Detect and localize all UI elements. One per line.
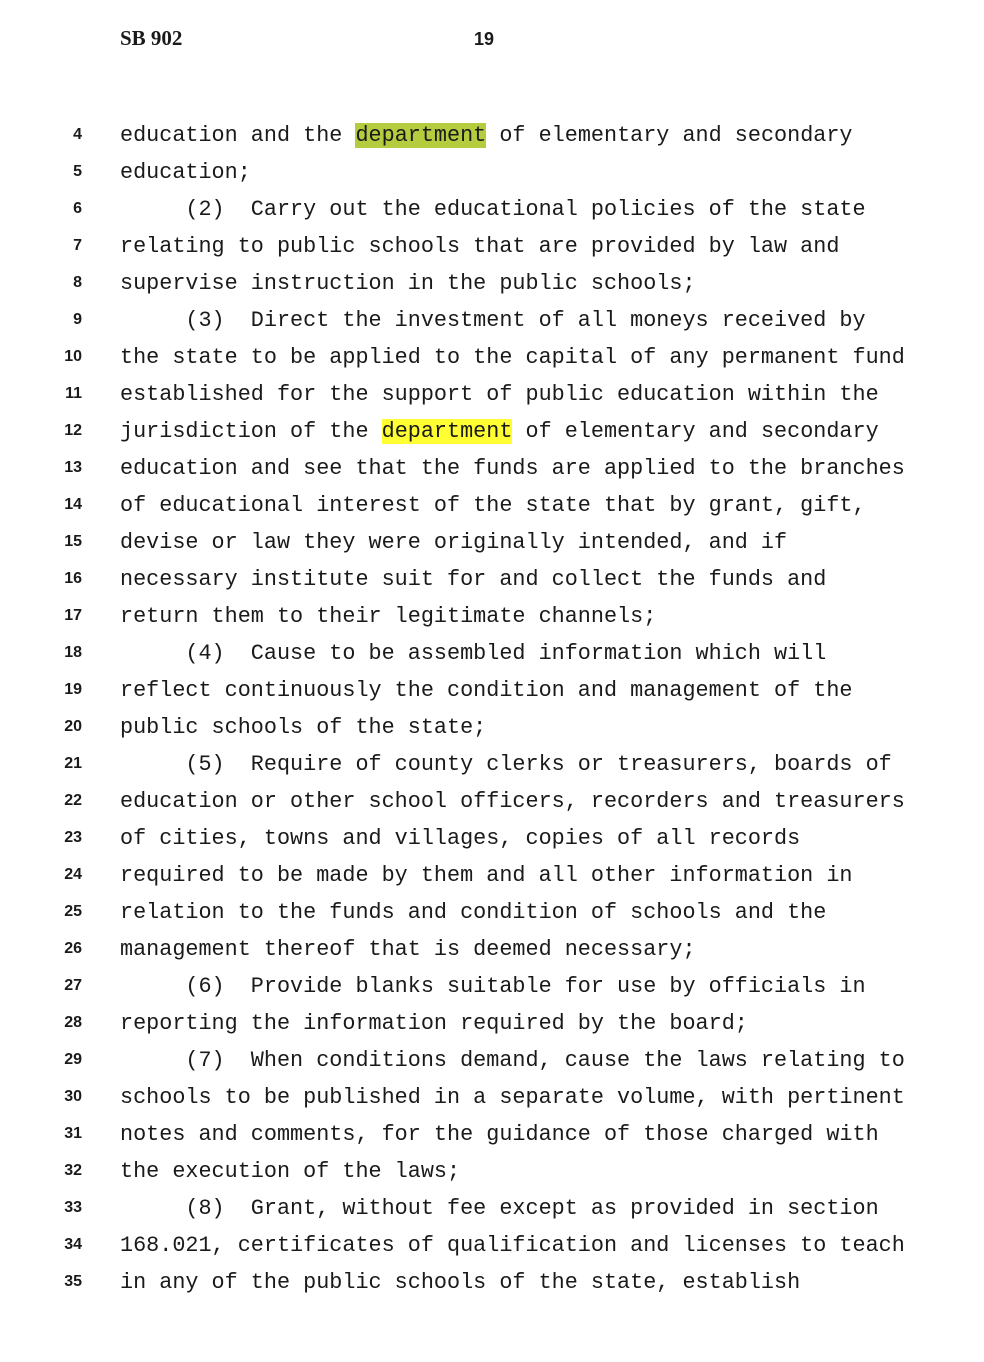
text-line: [0, 1264, 984, 1301]
text-line: [0, 228, 984, 265]
text-line: [0, 117, 984, 154]
line-number: 14: [64, 496, 82, 514]
text-line: [0, 783, 984, 820]
line-text: [120, 752, 892, 778]
text-line: [0, 968, 984, 1005]
line-text: [120, 308, 866, 334]
line-number: 19: [64, 681, 82, 699]
line-text: [120, 160, 251, 186]
line-text-segment: reporting the information required by the board;: [120, 1011, 748, 1037]
line-text-segment: of elementary and secondary: [486, 123, 853, 148]
line-text: [120, 197, 866, 223]
text-line: [0, 265, 984, 302]
line-text-segment: (7) When conditions demand, cause the laws relating to: [120, 1048, 905, 1074]
line-text: [120, 1011, 748, 1037]
page-number: 19: [474, 29, 495, 49]
line-text-segment: jurisdiction of the: [120, 419, 382, 445]
line-text: [120, 1159, 460, 1185]
text-line: [0, 450, 984, 487]
line-number: 4: [73, 126, 82, 143]
line-number: 26: [64, 940, 82, 958]
line-text-segment: (2) Carry out the educational policies of the state: [120, 197, 866, 223]
highlighted-term: department: [381, 419, 513, 445]
text-line: [0, 1079, 984, 1116]
line-text: [120, 1196, 879, 1222]
text-line: [0, 1227, 984, 1264]
line-text: [120, 1122, 879, 1148]
line-text-segment: return them to their legitimate channels;: [120, 604, 657, 630]
line-number: 29: [64, 1051, 82, 1069]
line-text: [120, 345, 905, 371]
line-number: 27: [64, 977, 82, 995]
line-text-segment: schools to be published in a separate volume, with pertinent: [120, 1085, 905, 1111]
line-number: 9: [73, 311, 82, 329]
line-number: 11: [65, 385, 82, 403]
line-number: 7: [73, 237, 82, 255]
line-text: [120, 1270, 800, 1296]
line-number: 15: [64, 533, 82, 551]
line-number: 12: [64, 422, 82, 440]
line-text-segment: education and see that the funds are applied to the branches: [120, 456, 905, 482]
line-text-segment: education or other school officers, recorders and treasurers: [120, 789, 905, 815]
line-text-segment: of cities, towns and villages, copies of all records: [120, 826, 801, 852]
text-line: [0, 820, 984, 857]
line-number: 35: [64, 1273, 82, 1291]
line-text: [120, 641, 826, 667]
line-text: [120, 123, 853, 149]
text-line: [0, 598, 984, 635]
line-text: [120, 604, 656, 630]
line-number: 16: [64, 570, 82, 588]
line-text: [120, 567, 826, 593]
line-number: 13: [64, 459, 82, 477]
line-text: [120, 678, 853, 704]
line-text-segment: (4) Cause to be assembled information which will: [120, 641, 827, 667]
line-text: [120, 900, 826, 926]
text-line: [0, 154, 984, 191]
line-text: [120, 715, 486, 741]
line-text: [120, 271, 696, 297]
line-text-segment: management thereof that is deemed necessary;: [120, 937, 696, 963]
text-line: [0, 376, 984, 413]
line-text-segment: necessary institute suit for and collect the funds and: [120, 567, 827, 593]
line-text: [120, 1048, 905, 1074]
line-text-segment: the execution of the laws;: [120, 1159, 461, 1185]
line-number: 31: [64, 1125, 82, 1143]
text-line: [0, 302, 984, 339]
line-text-segment: in any of the public schools of the state, establish: [120, 1270, 801, 1296]
line-text: [120, 493, 866, 519]
line-text: [120, 789, 905, 815]
line-text: [120, 1085, 905, 1111]
line-number: 30: [64, 1088, 82, 1106]
line-number: 23: [64, 829, 82, 847]
text-line: [0, 894, 984, 931]
line-text-segment: 168.021, certificates of qualification and licenses to teach: [120, 1233, 905, 1259]
line-text: [120, 419, 879, 445]
line-text-segment: required to be made by them and all other information in: [120, 863, 853, 889]
line-text-segment: notes and comments, for the guidance of those charged with: [120, 1122, 879, 1148]
line-text-segment: (3) Direct the investment of all moneys received by: [120, 308, 866, 334]
text-line: [0, 561, 984, 598]
line-text-segment: (5) Require of county clerks or treasurers, boards of: [120, 752, 892, 778]
line-text-segment: relating to public schools that are provided by law and: [120, 234, 840, 260]
text-line: [0, 339, 984, 376]
line-text: [120, 456, 905, 482]
line-text: [120, 863, 853, 889]
line-text: [120, 382, 879, 408]
line-text: [120, 826, 800, 852]
line-number: 6: [73, 200, 82, 218]
line-number: 24: [64, 866, 82, 884]
text-line: [0, 857, 984, 894]
line-text-segment: (8) Grant, without fee except as provided in section: [120, 1196, 879, 1222]
line-text: [120, 937, 696, 963]
line-text-segment: relation to the funds and condition of schools and the: [120, 900, 827, 926]
line-text: [120, 974, 866, 1000]
line-number: 5: [73, 163, 82, 181]
text-line: [0, 1153, 984, 1190]
line-number: 10: [64, 348, 82, 366]
line-text-segment: (6) Provide blanks suitable for use by officials in: [120, 974, 866, 1000]
text-line: [0, 1190, 984, 1227]
line-number: 28: [64, 1014, 82, 1032]
line-number: 18: [64, 644, 82, 662]
text-line: [0, 1005, 984, 1042]
text-line: [0, 1042, 984, 1079]
text-line: [0, 524, 984, 561]
text-line: [0, 672, 984, 709]
line-number: 25: [64, 903, 82, 921]
text-line: [0, 746, 984, 783]
line-text: [120, 530, 787, 556]
line-number: 20: [64, 718, 82, 736]
line-number: 8: [73, 274, 82, 292]
line-text-segment: reflect continuously the condition and management of the: [120, 678, 853, 704]
line-text-segment: of elementary and secondary: [512, 419, 879, 445]
bill-text-body: [0, 117, 984, 1302]
line-text-segment: the state to be applied to the capital of any permanent fund: [120, 345, 905, 371]
line-number: 21: [64, 755, 82, 773]
line-number: 34: [64, 1236, 82, 1254]
line-number: 32: [64, 1162, 82, 1180]
line-number: 22: [64, 792, 82, 810]
line-text: [120, 1233, 905, 1259]
text-line: [0, 191, 984, 228]
line-text-segment: public schools of the state;: [120, 715, 487, 741]
text-line: [0, 635, 984, 672]
line-text-segment: of educational interest of the state that by grant, gift,: [120, 493, 866, 519]
line-text-segment: established for the support of public education within the: [120, 382, 879, 408]
line-text-segment: education;: [120, 160, 251, 186]
text-line: [0, 413, 984, 450]
bill-identifier: SB 902: [120, 26, 183, 50]
highlighted-term: department: [355, 123, 487, 148]
text-line: [0, 709, 984, 746]
line-text-segment: supervise instruction in the public schools;: [120, 271, 696, 297]
line-number: 17: [64, 607, 82, 625]
line-number: 33: [64, 1199, 82, 1217]
text-line: [0, 931, 984, 968]
line-text-segment: devise or law they were originally intended, and if: [120, 530, 788, 556]
text-line: [0, 487, 984, 524]
line-text-segment: education and the: [120, 123, 356, 148]
line-text: [120, 234, 839, 260]
text-line: [0, 1116, 984, 1153]
